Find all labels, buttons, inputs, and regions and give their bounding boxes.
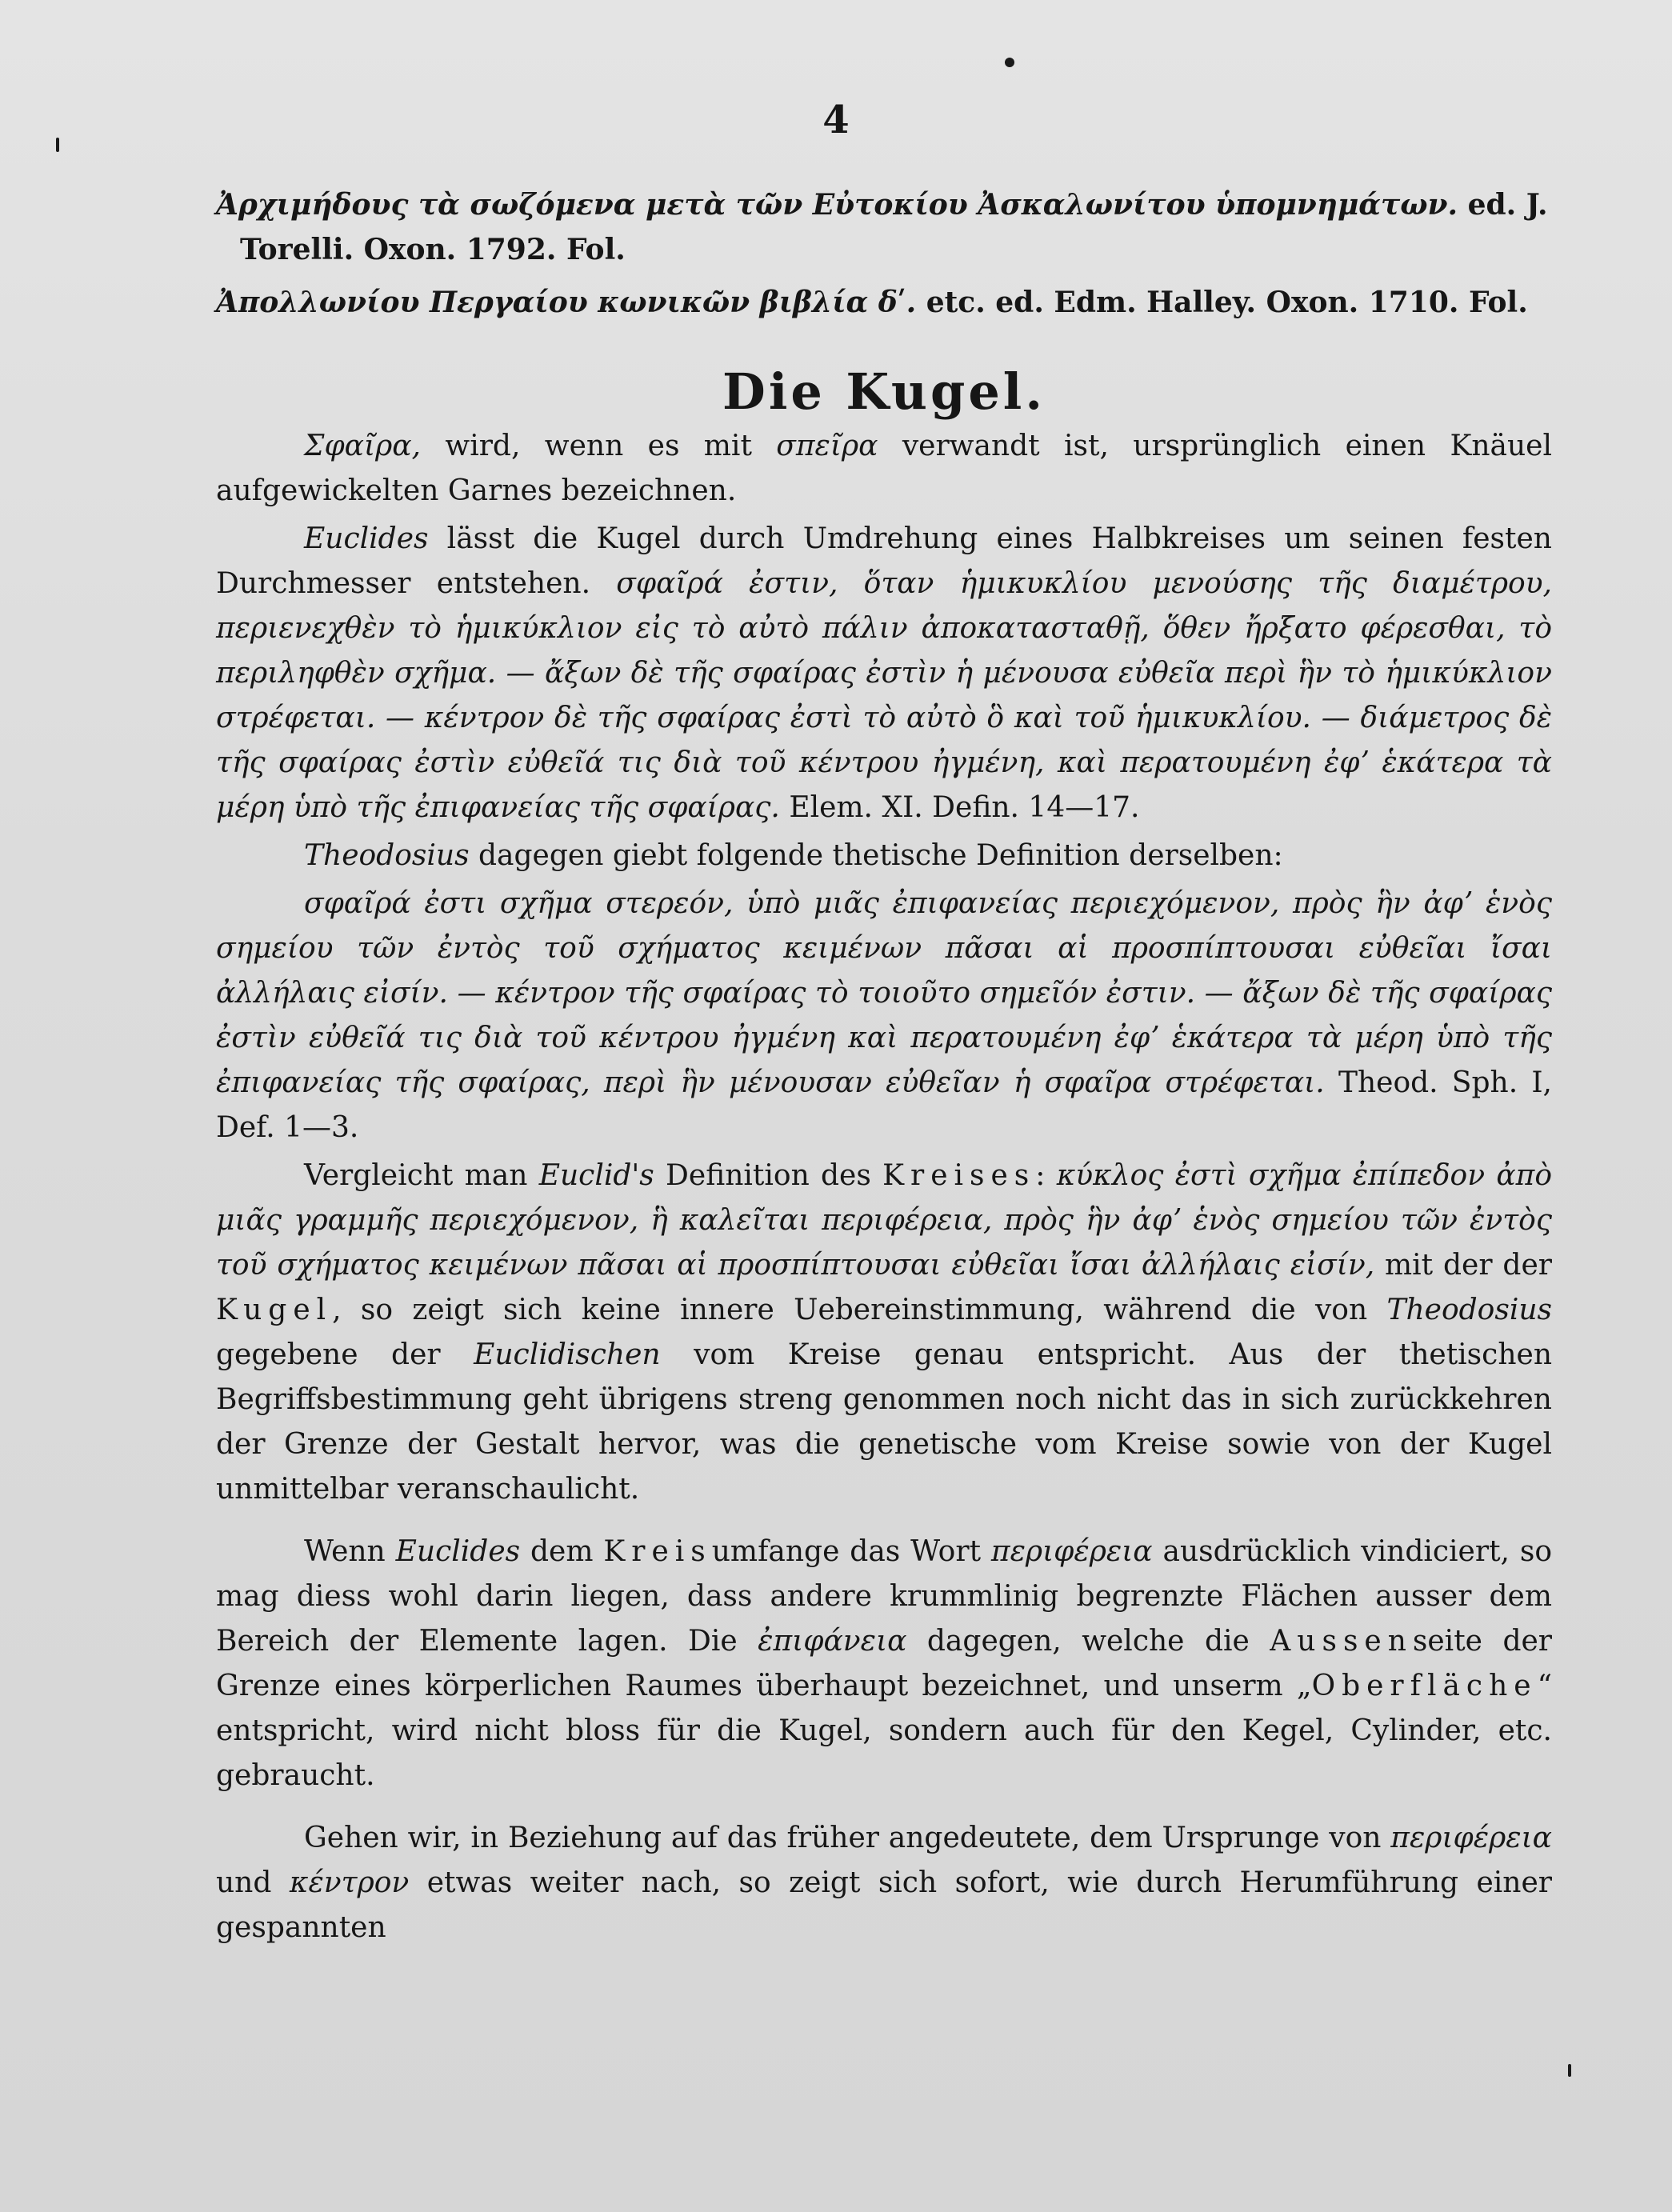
page-number: 4	[822, 98, 850, 142]
bibliography-entry: Ἀρχιμήδους τὰ σωζόμενα μετὰ τῶν Εὐτοκίου Ἀσκαλωνίτου ὑπομνημάτων. ed. J. Torelli. Oxon. 1792. Fol.	[216, 188, 1548, 266]
paragraph: Σφαῖρα, wird, wenn es mit σπεῖρα verwandt ist, ursprünglich einen Knäuel aufgewickelten Garnes bezeichnen.	[216, 430, 1552, 507]
bibliography	[216, 182, 1552, 325]
ink-spot	[1005, 58, 1014, 67]
paragraph: Wenn Euclides dem Kreisumfange das Wort περιφέρεια ausdrücklich vindiciert, so mag diess wohl darin liegen, dass andere krummlinig begrenzte Flächen ausser dem Bereich der Elemente lagen. Die ἐπιφάνεια dagegen, welche die Aussenseite der Grenze eines körperlichen Raumes überhaupt bezeichnet, und unserm „Oberfläche“ entspricht, wird nicht bloss für die Kugel, sondern auch für den Kegel, Cylinder, etc. gebraucht.	[216, 1535, 1553, 1792]
section-heading: Die Kugel.	[722, 362, 1046, 421]
paragraph: Theodosius dagegen giebt folgende thetische Definition derselben:	[304, 839, 1283, 872]
paragraph: Gehen wir, in Beziehung auf das früher angedeutete, dem Ursprunge von περιφέρεια und κέντρον etwas weiter nach, so zeigt sich sofort, wie durch Herumführung einer gespannten	[216, 1822, 1552, 1944]
paragraph: Vergleicht man Euclid's Definition des Kreises: κύκλος ἐστὶ σχῆμα ἐπίπεδον ἀπὸ μιᾶς γραμμῆς περιεχόμενον, ἣ καλεῖται περιφέρεια, πρὸς ἣν ἀφʼ ἑνὸς σημείου τῶν ἐντὸς τοῦ σχήματος κειμένων πᾶσαι αἱ προσπίπτουσαι εὐθεῖαι ἴσαι ἀλλήλαις εἰσίν, mit der der Kugel, so zeigt sich keine innere Uebereinstimmung, während die von Theodosius gegebene der Euclidischen vom Kreise genau entspricht. Aus der thetischen Begriffsbestimmung geht übrigens streng genommen noch nicht das in sich zurückkehren der Grenze der Gestalt hervor, was die genetische vom Kreise sowie von der Kugel unmittelbar veranschaulicht.	[216, 1159, 1553, 1506]
body-text	[216, 424, 1552, 1950]
paragraph: σφαῖρά ἐστι σχῆμα στερεόν, ὑπὸ μιᾶς ἐπιφανείας περιεχόμενον, πρὸς ἣν ἀφʼ ἑνὸς σημείου τῶν ἐντὸς τοῦ σχήματος κειμένων πᾶσαι αἱ προσπίπτουσαι εὐθεῖαι ἴσαι ἀλλήλαις εἰσίν. — κέντρον τῆς σφαίρας τὸ τοιοῦτο σημεῖόν ἐστιν. — ἄξων δὲ τῆς σφαίρας ἐστὶν εὐθεῖά τις διὰ τοῦ κέντρου ἠγμένη καὶ περατουμένη ἐφʼ ἑκάτερα τὰ μέρη ὑπὸ τῆς ἐπιφανείας τῆς σφαίρας, περὶ ἣν μένουσαν εὐθεῖαν ἡ σφαῖρα στρέφεται. Theod. Sph. I, Def. 1—3.	[216, 887, 1552, 1144]
bibliography-entry: Ἀπολλωνίου Περγαίου κωνικῶν βιβλία δʹ. etc. ed. Edm. Halley. Oxon. 1710. Fol.	[216, 286, 1528, 319]
page-content	[216, 182, 1552, 1950]
ink-spot	[1568, 2064, 1571, 2077]
paragraph: Euclides lässt die Kugel durch Umdrehung eines Halbkreises um seinen festen Durchmesser entstehen. σφαῖρά ἐστιν, ὅταν ἡμικυκλίου μενούσης τῆς διαμέτρου, περιενεχθὲν τὸ ἡμικύκλιον εἰς τὸ αὐτὸ πάλιν ἀποκατασταθῇ, ὅθεν ἤρξατο φέρεσθαι, τὸ περιληφθὲν σχῆμα. — ἄξων δὲ τῆς σφαίρας ἐστὶν ἡ μένουσα εὐθεῖα περὶ ἣν τὸ ἡμικύκλιον στρέφεται. — κέντρον δὲ τῆς σφαίρας ἐστὶ τὸ αὐτὸ ὃ καὶ τοῦ ἡμικυκλίου. — διάμετρος δὲ τῆς σφαίρας ἐστὶν εὐθεῖά τις διὰ τοῦ κέντρου ἠγμένη, καὶ περατουμένη ἐφʼ ἑκάτερα τὰ μέρη ὑπὸ τῆς ἐπιφανείας τῆς σφαίρας. Elem. XI. Defin. 14—17.	[216, 522, 1552, 824]
